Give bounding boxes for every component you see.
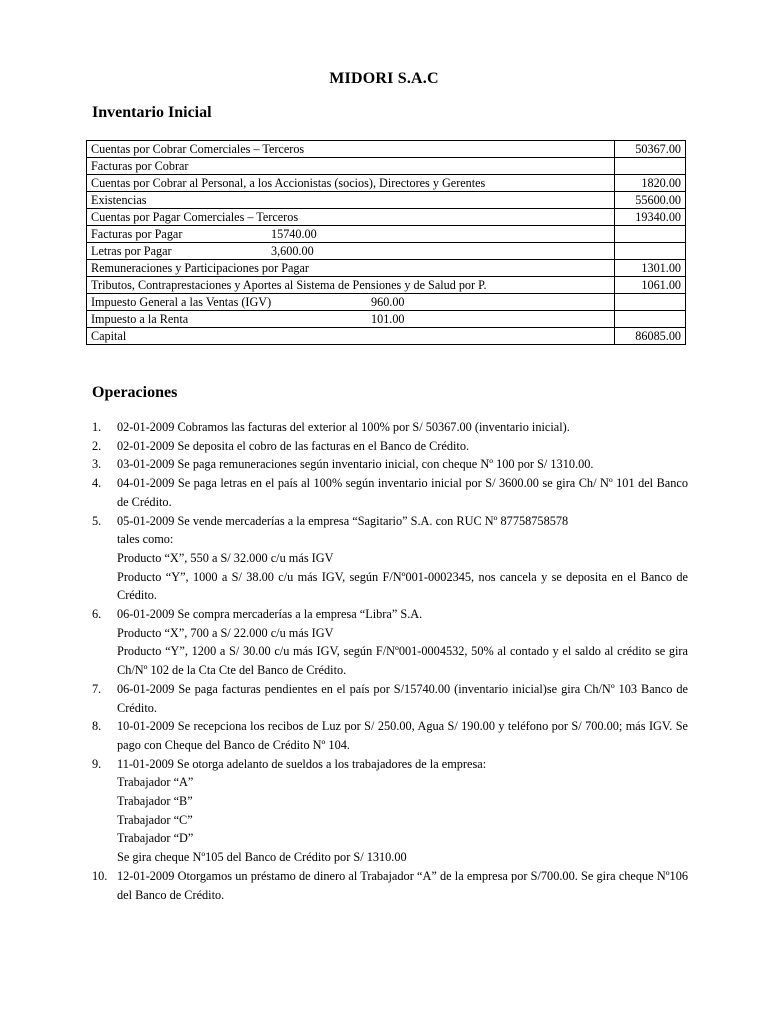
sub-label: Facturas por Pagar (91, 227, 183, 241)
item-number: 4. (92, 476, 102, 491)
row-label: Tributos, Contraprestaciones y Aportes al Sistema de Pensiones y de Salud por P. (87, 277, 615, 294)
item-text: 12-01-2009 Otorgamos un préstamo de dinero al Trabajador “A” de la empresa por S/700.00. Se gira cheque Nº106 del Banco de Crédito. (117, 868, 688, 902)
item-number: 3. (92, 457, 102, 472)
row-amount: 1061.00 (615, 277, 686, 294)
row-amount: 1301.00 (615, 260, 686, 277)
item-subline: Trabajador “D” (117, 831, 194, 846)
item-subline: Trabajador “C” (117, 812, 193, 827)
table-row (87, 260, 686, 277)
item-text: 10-01-2009 Se recepciona los recibos de Luz por S/ 250.00, Agua S/ 190.00 y teléfono por S/ 700.00; más IGV. Se pago con Cheque del Banco de Crédito Nº 104. (117, 719, 688, 752)
sub-amount: 15740.00 (271, 227, 317, 241)
list-item (92, 455, 688, 474)
row-label: Cuentas por Cobrar al Personal, a los Accionistas (socios), Directores y Gerentes (87, 175, 615, 192)
table-row (87, 141, 686, 158)
list-item (92, 437, 688, 456)
item-subline: Producto “Y”, 1200 a S/ 30.00 c/u más IGV, según F/Nº001-0004532, 50% al contado y el saldo al crédito se gira Ch/Nº 102 de la Cta Cte del Banco de Crédito. (117, 644, 688, 678)
item-text: 05-01-2009 Se vende mercaderías a la empresa “Sagitario” S.A. con RUC Nº 87758758578 (117, 513, 569, 528)
row-label: Existencias (87, 192, 615, 209)
row-label (87, 294, 615, 311)
list-item (92, 512, 688, 606)
row-amount (615, 294, 686, 311)
table-row (87, 311, 686, 328)
item-number: 5. (92, 513, 102, 528)
table-row (87, 226, 686, 243)
list-item (92, 418, 688, 437)
list-item (92, 755, 688, 867)
row-label: Facturas por Cobrar (87, 158, 615, 175)
table-row (87, 243, 686, 260)
row-label: Remuneraciones y Participaciones por Pagar (87, 260, 615, 277)
item-text: 11-01-2009 Se otorga adelanto de sueldos a los trabajadores de la empresa: (117, 756, 487, 771)
table-row (87, 294, 686, 311)
row-amount (615, 243, 686, 260)
company-title: MIDORI S.A.C (329, 70, 439, 87)
item-text: 02-01-2009 Se deposita el cobro de las facturas en el Banco de Crédito. (117, 438, 470, 453)
row-label: Cuentas por Cobrar Comerciales – Terceros (87, 141, 615, 158)
row-label (87, 226, 615, 243)
sub-amount: 3,600.00 (271, 244, 314, 258)
sub-label: Impuesto a la Renta (91, 312, 189, 326)
table-row (87, 328, 686, 345)
table-row (87, 277, 686, 294)
row-label (87, 311, 615, 328)
table-row (87, 209, 686, 226)
row-amount (615, 311, 686, 328)
sub-amount: 960.00 (371, 295, 405, 309)
row-amount: 55600.00 (615, 192, 686, 209)
item-text: 06-01-2009 Se compra mercaderías a la empresa “Libra” S.A. (117, 607, 423, 622)
row-amount: 1820.00 (615, 175, 686, 192)
item-number: 8. (92, 719, 102, 734)
row-amount (615, 158, 686, 175)
row-amount: 19340.00 (615, 209, 686, 226)
item-subline: Trabajador “A” (117, 775, 194, 790)
item-subline: tales como: (117, 532, 174, 547)
row-label: Capital (87, 328, 615, 345)
table-row (87, 192, 686, 209)
item-subline: Producto “X”, 700 a S/ 22.000 c/u más IGV (117, 625, 334, 640)
item-number: 9. (92, 756, 102, 771)
item-subline: Se gira cheque Nº105 del Banco de Crédito por S/ 1310.00 (117, 850, 407, 865)
item-subline: Producto “Y”, 1000 a S/ 38.00 c/u más IGV, según F/Nº001-0002345, nos cancela y se deposita en el Banco de Crédito. (117, 569, 688, 603)
item-number: 2. (92, 438, 102, 453)
row-amount (615, 226, 686, 243)
item-number: 7. (92, 681, 102, 696)
sub-label: Letras por Pagar (91, 244, 172, 258)
table-row (87, 158, 686, 175)
inventory-heading: Inventario Inicial (92, 104, 212, 121)
item-text: 06-01-2009 Se paga facturas pendientes en el país por S/15740.00 (inventario inicial)se gira Ch/Nº 103 Banco de Crédito. (117, 681, 688, 715)
inventory-table (86, 140, 686, 345)
list-item (92, 680, 688, 717)
row-amount: 50367.00 (615, 141, 686, 158)
list-item (92, 474, 688, 511)
operations-list (92, 418, 688, 904)
item-subline: Producto “X”, 550 a S/ 32.000 c/u más IGV (117, 550, 334, 565)
row-amount: 86085.00 (615, 328, 686, 345)
list-item (92, 717, 688, 754)
item-number: 6. (92, 607, 102, 622)
list-item (92, 605, 688, 680)
row-label: Cuentas por Pagar Comerciales – Terceros (87, 209, 615, 226)
item-number: 1. (92, 420, 102, 434)
item-text: 03-01-2009 Se paga remuneraciones según inventario inicial, con cheque Nº 100 por S/ 1310.00. (117, 457, 594, 472)
row-label (87, 243, 615, 260)
item-text: 02-01-2009 Cobramos las facturas del exterior al 100% por S/ 50367.00 (inventario inicial). (117, 420, 570, 434)
sub-amount: 101.00 (371, 312, 405, 326)
item-text: 04-01-2009 Se paga letras en el país al 100% según inventario inicial por S/ 3600.00 se gira Ch/ Nº 101 del Banco de Crédito. (117, 476, 688, 509)
item-number: 10. (92, 868, 108, 883)
item-subline: Trabajador “B” (117, 794, 193, 809)
operations-heading: Operaciones (92, 384, 178, 401)
sub-label: Impuesto General a las Ventas (IGV) (91, 295, 272, 309)
list-item (92, 867, 688, 904)
table-row (87, 175, 686, 192)
